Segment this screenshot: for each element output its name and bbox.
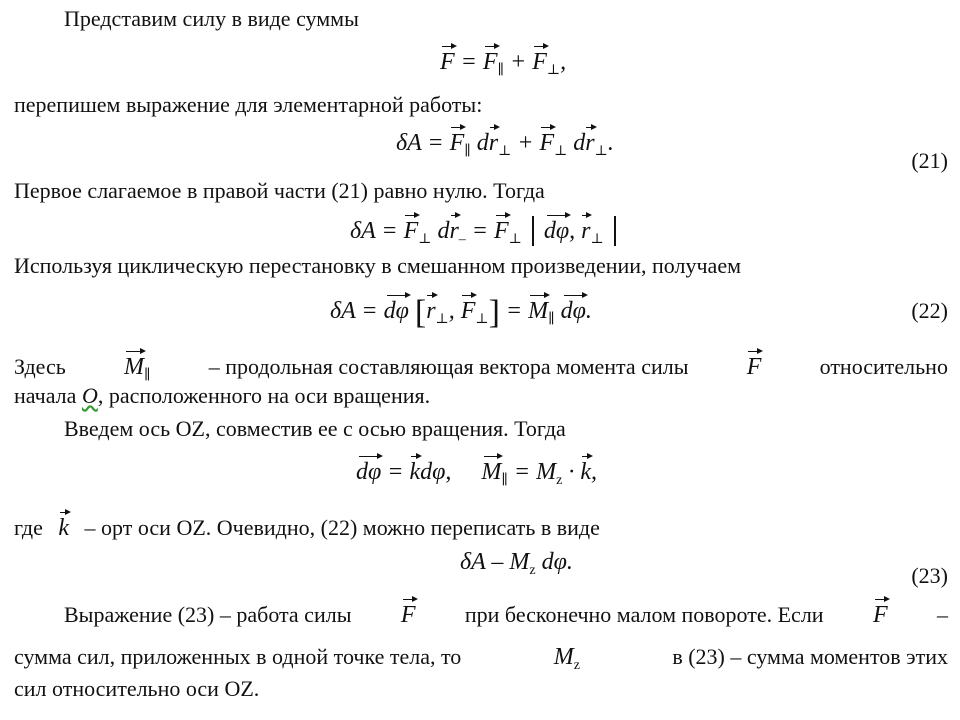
phi-symbol: φ — [572, 298, 586, 324]
equation-number-22: (22) — [911, 298, 948, 323]
text-line-8 — [14, 516, 600, 540]
abs-bar-right — [614, 216, 616, 246]
perp-subscript: ⊥ — [435, 312, 449, 327]
M-symbol: M — [536, 459, 557, 485]
text-span: в (23) – сумма моментов этих — [672, 644, 948, 669]
vector-r: r — [581, 218, 591, 244]
comma: , — [445, 459, 452, 485]
delta-A: δA — [350, 218, 376, 244]
comma: , — [448, 298, 455, 324]
formula-dphi-and-M — [356, 460, 597, 488]
formula-work-split: $\delta A = F_\parallel$ $dr_\perp + F_\perp$ $dr_\perp$. — [396, 130, 614, 159]
M-symbol: M — [553, 644, 574, 670]
vector-M: M — [528, 298, 549, 324]
vector-F-perp: F — [493, 218, 509, 244]
vector-r: r — [488, 130, 499, 156]
delta-A: δA — [460, 549, 486, 575]
vector-F-perp: F — [532, 49, 547, 75]
text-span: – продольная составляющая вектора момента силы — [208, 354, 689, 379]
M-symbol: M — [509, 549, 530, 575]
vector-F: F — [440, 49, 455, 75]
text-span: , расположенного на оси вращения. — [97, 383, 431, 408]
bracket-left: [ — [414, 294, 427, 331]
text-span: начала — [14, 383, 77, 408]
comma: , — [560, 49, 567, 75]
perp-subscript: ⊥ — [590, 232, 604, 247]
d-symbol: d — [560, 298, 573, 324]
d-symbol: d — [543, 218, 556, 244]
d-symbol: d — [383, 298, 396, 324]
z-subscript: z — [573, 658, 580, 673]
perp-subscript: ⊥ — [546, 63, 561, 78]
phi-symbol: φ — [555, 218, 570, 244]
text-span: при бесконечно малом повороте. Если — [464, 602, 824, 627]
text-span: сил относительно оси OZ. — [14, 676, 260, 701]
minus-subscript: – — [458, 232, 466, 247]
plus-sign: + — [517, 130, 534, 156]
parallel-subscript: ∥ — [548, 312, 555, 327]
text-line-10 — [14, 645, 948, 673]
bracket-right: ] — [488, 294, 500, 331]
vector-F-parallel: F — [449, 130, 465, 156]
dot-operator: · — [568, 459, 575, 485]
text-span: – — [936, 602, 948, 627]
inline-F — [873, 603, 888, 627]
abs-bar-left — [532, 216, 534, 246]
perp-subscript: ⊥ — [475, 312, 489, 327]
text-span: Представим силу в виде суммы — [64, 6, 359, 31]
equation-number-21: (21) — [911, 148, 948, 173]
phi-symbol: φ — [432, 459, 446, 485]
minus-sign: – — [491, 549, 504, 575]
equals-sign: = — [387, 459, 404, 485]
text-span: Выражение (23) – работа силы — [64, 602, 352, 627]
text-line-1 — [64, 8, 359, 30]
vector-d-phi — [544, 219, 569, 243]
d-symbol: d — [541, 549, 554, 575]
d-symbol: d — [573, 130, 586, 156]
equals-sign: = — [460, 49, 477, 75]
equals-sign: = — [505, 298, 523, 324]
comma: , — [569, 218, 576, 244]
vector-r: r — [449, 218, 459, 244]
origin-O: O — [81, 383, 98, 408]
text-span: где — [14, 515, 43, 540]
equals-sign: = — [471, 218, 488, 244]
vector-k: k — [409, 459, 421, 485]
phi-symbol: φ — [553, 549, 567, 575]
z-subscript: z — [529, 563, 536, 578]
parallel-subscript: ∥ — [144, 368, 151, 383]
vector-k: k — [580, 459, 591, 485]
text-span: перепишем выражение для элементарной работы: — [14, 92, 483, 117]
parallel-subscript: ∥ — [464, 144, 471, 159]
text-line-9 — [64, 603, 948, 627]
text-span: Используя циклическую перестановку в смешанном произведении, получаем — [14, 253, 742, 278]
plus-sign: + — [510, 49, 527, 75]
text-span: Введем ось OZ, совместив ее с осью вращения. Тогда — [64, 416, 566, 441]
vector-d-phi — [356, 460, 381, 484]
parallel-subscript: ∥ — [501, 473, 508, 488]
vector-r: r — [585, 130, 595, 156]
d-symbol: d — [437, 218, 450, 244]
comma: , — [590, 459, 597, 485]
equals-sign: = — [513, 459, 531, 485]
text-line-3 — [14, 180, 545, 202]
equals-sign: = — [361, 298, 378, 324]
formula-work-perp — [350, 216, 620, 247]
vector-F-parallel: F — [482, 49, 498, 75]
text-line-11 — [14, 678, 259, 700]
vector-F-perp: F — [403, 218, 419, 244]
vector-d-phi — [384, 299, 409, 323]
phi-symbol: φ — [395, 298, 409, 324]
text-line-6 — [14, 385, 430, 407]
vector-r: r — [426, 298, 436, 324]
z-subscript: z — [556, 473, 563, 488]
text-line-2 — [14, 94, 482, 116]
vector-M: M — [481, 459, 502, 485]
inline-F — [747, 355, 762, 379]
delta-A: δA — [330, 298, 356, 324]
vector-k: k — [58, 515, 70, 541]
equals-sign: = — [381, 218, 398, 244]
vector-F-perp: F — [539, 130, 555, 156]
perp-subscript: ⊥ — [594, 144, 608, 159]
d-symbol: d — [356, 459, 368, 485]
equation-number-23: (23) — [911, 563, 948, 588]
perp-subscript: ⊥ — [554, 144, 568, 159]
d-symbol: d — [420, 459, 433, 485]
text-span: сумма сил, приложенных в одной точке тела, то — [14, 644, 462, 669]
text-span: – орт оси OZ. Очевидно, (22) можно переписать в виде — [84, 515, 600, 540]
text-span: Первое слагаемое в правой части (21) равно нулю. Тогда — [14, 178, 545, 203]
delta-A: δA — [396, 130, 422, 156]
text-line-5 — [14, 355, 948, 383]
formula-mixed-product: δA = dφ [$r_\perp$, $F_\perp] = M_\parallel$ dφ. — [330, 294, 592, 331]
formula-work-moment: δA – $M_z$ dφ. — [460, 549, 573, 578]
formula-force-sum — [440, 50, 566, 78]
inline-F — [401, 603, 416, 627]
vector-M: M — [124, 354, 144, 380]
inline-M-parallel — [124, 355, 150, 383]
vector-F: F — [746, 354, 762, 380]
vector-F: F — [400, 602, 416, 628]
vector-d-phi — [561, 299, 586, 323]
text-span: относительно — [819, 354, 948, 379]
parallel-subscript: ∥ — [497, 63, 505, 78]
text-line-7 — [64, 418, 566, 440]
vector-F: F — [872, 602, 888, 628]
inline-Mz — [554, 645, 580, 673]
inline-k — [58, 515, 69, 541]
perp-subscript: ⊥ — [498, 144, 512, 159]
perp-subscript: ⊥ — [508, 232, 522, 247]
text-span: Здесь — [14, 354, 66, 379]
text-line-4 — [14, 255, 741, 277]
equals-sign: = — [427, 130, 444, 156]
d-symbol: d — [476, 130, 489, 156]
phi-symbol: φ — [368, 459, 382, 485]
vector-F-perp: F — [460, 298, 476, 324]
perp-subscript: ⊥ — [418, 232, 432, 247]
